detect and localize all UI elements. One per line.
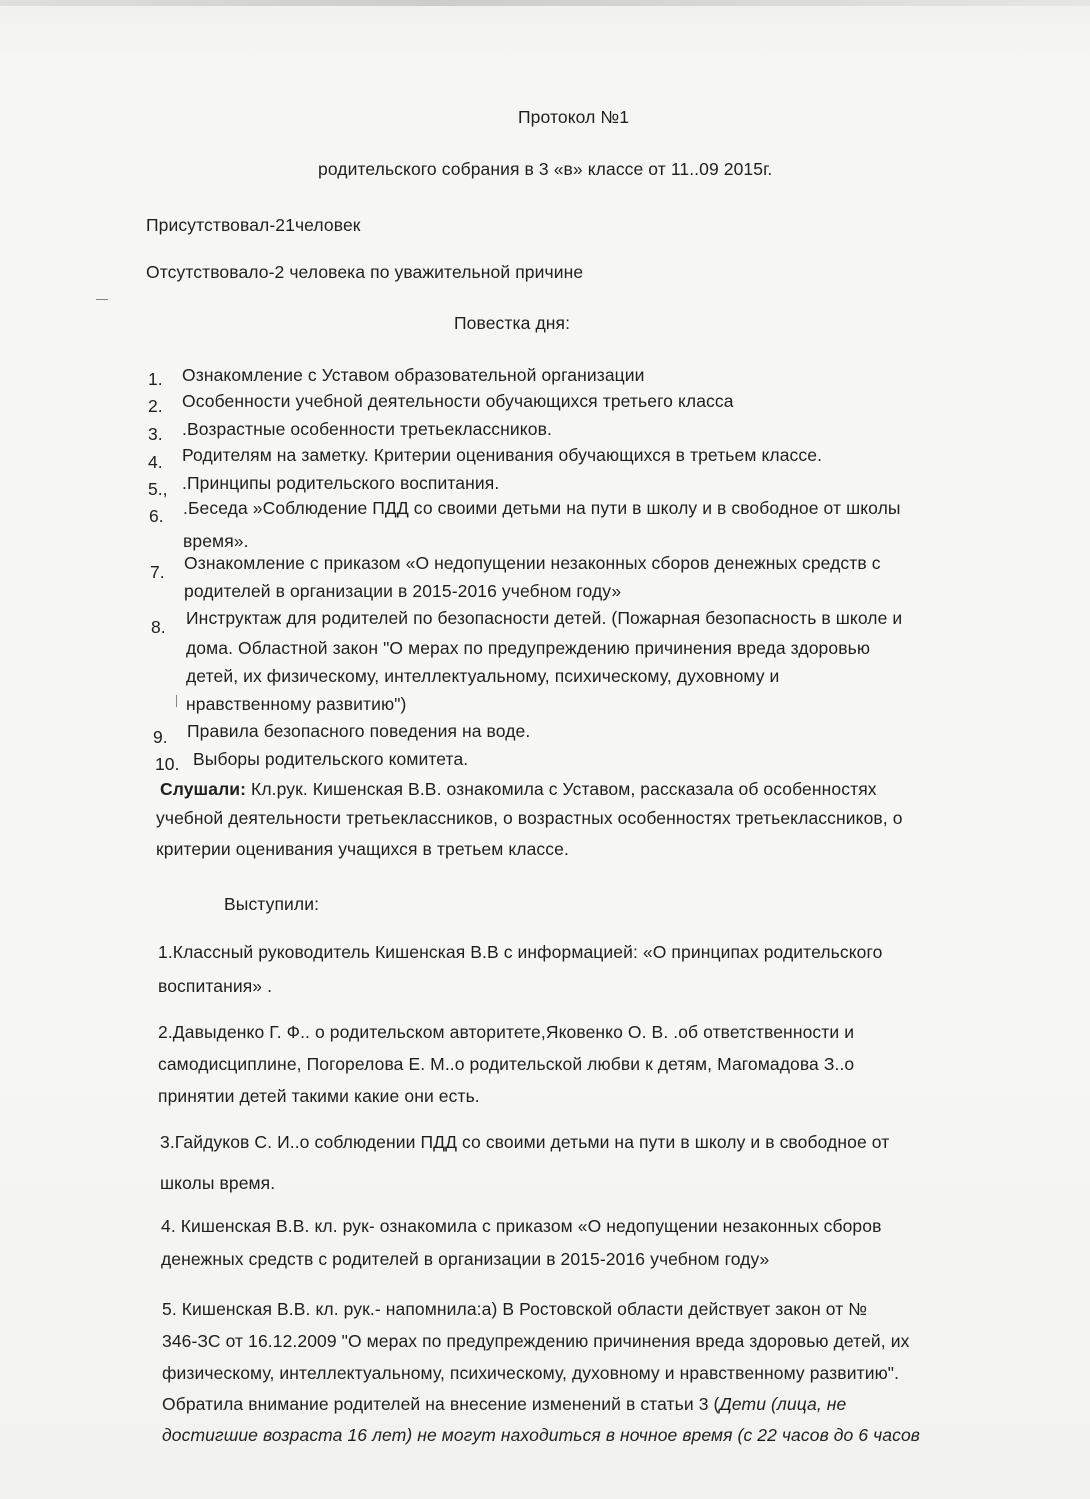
heard-text: критерии оценивания учащихся в третьем классе. <box>156 839 569 859</box>
speech-italic-text: Дети (лица, не <box>719 1394 847 1414</box>
agenda-item-text: Особенности учебной деятельности обучающихся третьего класса <box>182 391 734 411</box>
agenda-item-number: 8. <box>151 617 166 637</box>
speech-text: воспитания» . <box>158 976 273 996</box>
speech-text: самодисциплине, Погорелова Е. М..о родительской любви к детям, Магомадова З..о <box>158 1054 855 1074</box>
agenda-item-number: 7. <box>150 562 165 582</box>
present-count: Присутствовал-21человек <box>146 215 361 235</box>
spoke-heading: Выступили: <box>224 894 320 914</box>
agenda-item-text: .Возрастные особенности третьеклассников. <box>182 419 552 439</box>
speech-text: 5. Кишенская В.В. кл. рук.- напомнила:а) В Ростовской области действует закон от № <box>162 1299 868 1319</box>
agenda-item-text: .Беседа »Соблюдение ПДД со своими детьми на пути в школу и в свободное от школы <box>183 498 901 518</box>
agenda-item-text: Ознакомление с Уставом образовательной организации <box>182 365 645 385</box>
speech-text: 1.Классный руководитель Кишенская В.В с информацией: «О принципах родительского <box>158 942 883 962</box>
agenda-item-text: Инструктаж для родителей по безопасности детей. (Пожарная безопасность в школе и <box>186 608 903 628</box>
agenda-item-number: 2. <box>148 396 163 416</box>
speech-text: принятии детей такими какие они есть. <box>158 1086 480 1106</box>
absent-count: Отсутствовало-2 человека по уважительной причине <box>146 262 584 282</box>
speech-text: школы время. <box>160 1173 276 1193</box>
speech-text-line <box>162 1393 846 1415</box>
agenda-item-text: Выборы родительского комитета. <box>193 749 469 769</box>
speech-text: 4. Кишенская В.В. кл. рук- ознакомила с приказом «О недопущении незаконных сборов <box>161 1216 882 1236</box>
agenda-item-number: 6. <box>149 506 164 526</box>
speech-italic-text: достигшие возраста 16 лет) не могут находиться в ночное время (с 22 часов до 6 часов <box>162 1425 921 1445</box>
agenda-item-text: время». <box>183 531 249 551</box>
speech-text: 3.Гайдуков С. И..о соблюдении ПДД со своими детьми на пути в школу и в свободное от <box>160 1132 890 1152</box>
speech-text: Обратила внимание родителей на внесение изменений в статьи 3 ( <box>162 1394 720 1414</box>
agenda-item-number: 3. <box>148 424 163 444</box>
agenda-item-text: .Принципы родительского воспитания. <box>182 473 500 493</box>
scan-top-edge <box>0 0 1090 6</box>
agenda-item-text: Родителям на заметку. Критерии оценивания обучающихся в третьем классе. <box>182 445 823 465</box>
agenda-item-text: Правила безопасного поведения на воде. <box>187 721 531 741</box>
speech-text: 346-ЗС от 16.12.2009 "О мерах по предупреждению причинения вреда здоровью детей, их <box>162 1331 910 1351</box>
agenda-item-text: Ознакомление с приказом «О недопущении незаконных сборов денежных средств с <box>184 553 881 573</box>
agenda-item-number: 5., <box>148 479 168 499</box>
scan-mark <box>96 299 108 300</box>
agenda-item-text: детей, их физическому, интеллектуальному, психическому, духовному и <box>186 666 780 686</box>
agenda-item-number: 10. <box>155 754 180 774</box>
agenda-item-text: родителей в организации в 2015-2016 учебном году» <box>184 581 622 601</box>
heard-text: учебной деятельности третьеклассников, о возрастных особенностях третьеклассников, о <box>156 808 903 828</box>
document-subtitle: родительского собрания в 3 «в» классе от 11..09 2015г. <box>318 159 773 179</box>
heard-text: Кл.рук. Кишенская В.В. ознакомила с Уставом, рассказала об особенностях <box>246 779 877 799</box>
scan-mark <box>176 695 177 707</box>
heard-line <box>160 778 877 800</box>
document-title: Протокол №1 <box>518 107 630 127</box>
agenda-heading: Повестка дня: <box>454 313 571 333</box>
agenda-item-text: дома. Областной закон "О мерах по предупреждению причинения вреда здоровью <box>186 638 871 658</box>
heard-label: Слушали: <box>160 779 247 799</box>
agenda-item-number: 4. <box>148 452 163 472</box>
speech-text: 2.Давыденко Г. Ф.. о родительском авторитете,Яковенко О. В. .об ответственности и <box>158 1022 855 1042</box>
agenda-item-number: 9. <box>153 727 168 747</box>
speech-text: денежных средств с родителей в организации в 2015-2016 учебном году» <box>161 1249 770 1269</box>
agenda-item-number: 1. <box>148 369 163 389</box>
speech-text: физическому, интеллектуальному, психическому, духовному и нравственному развитию". <box>162 1363 900 1383</box>
agenda-item-text: нравственному развитию") <box>186 694 407 714</box>
